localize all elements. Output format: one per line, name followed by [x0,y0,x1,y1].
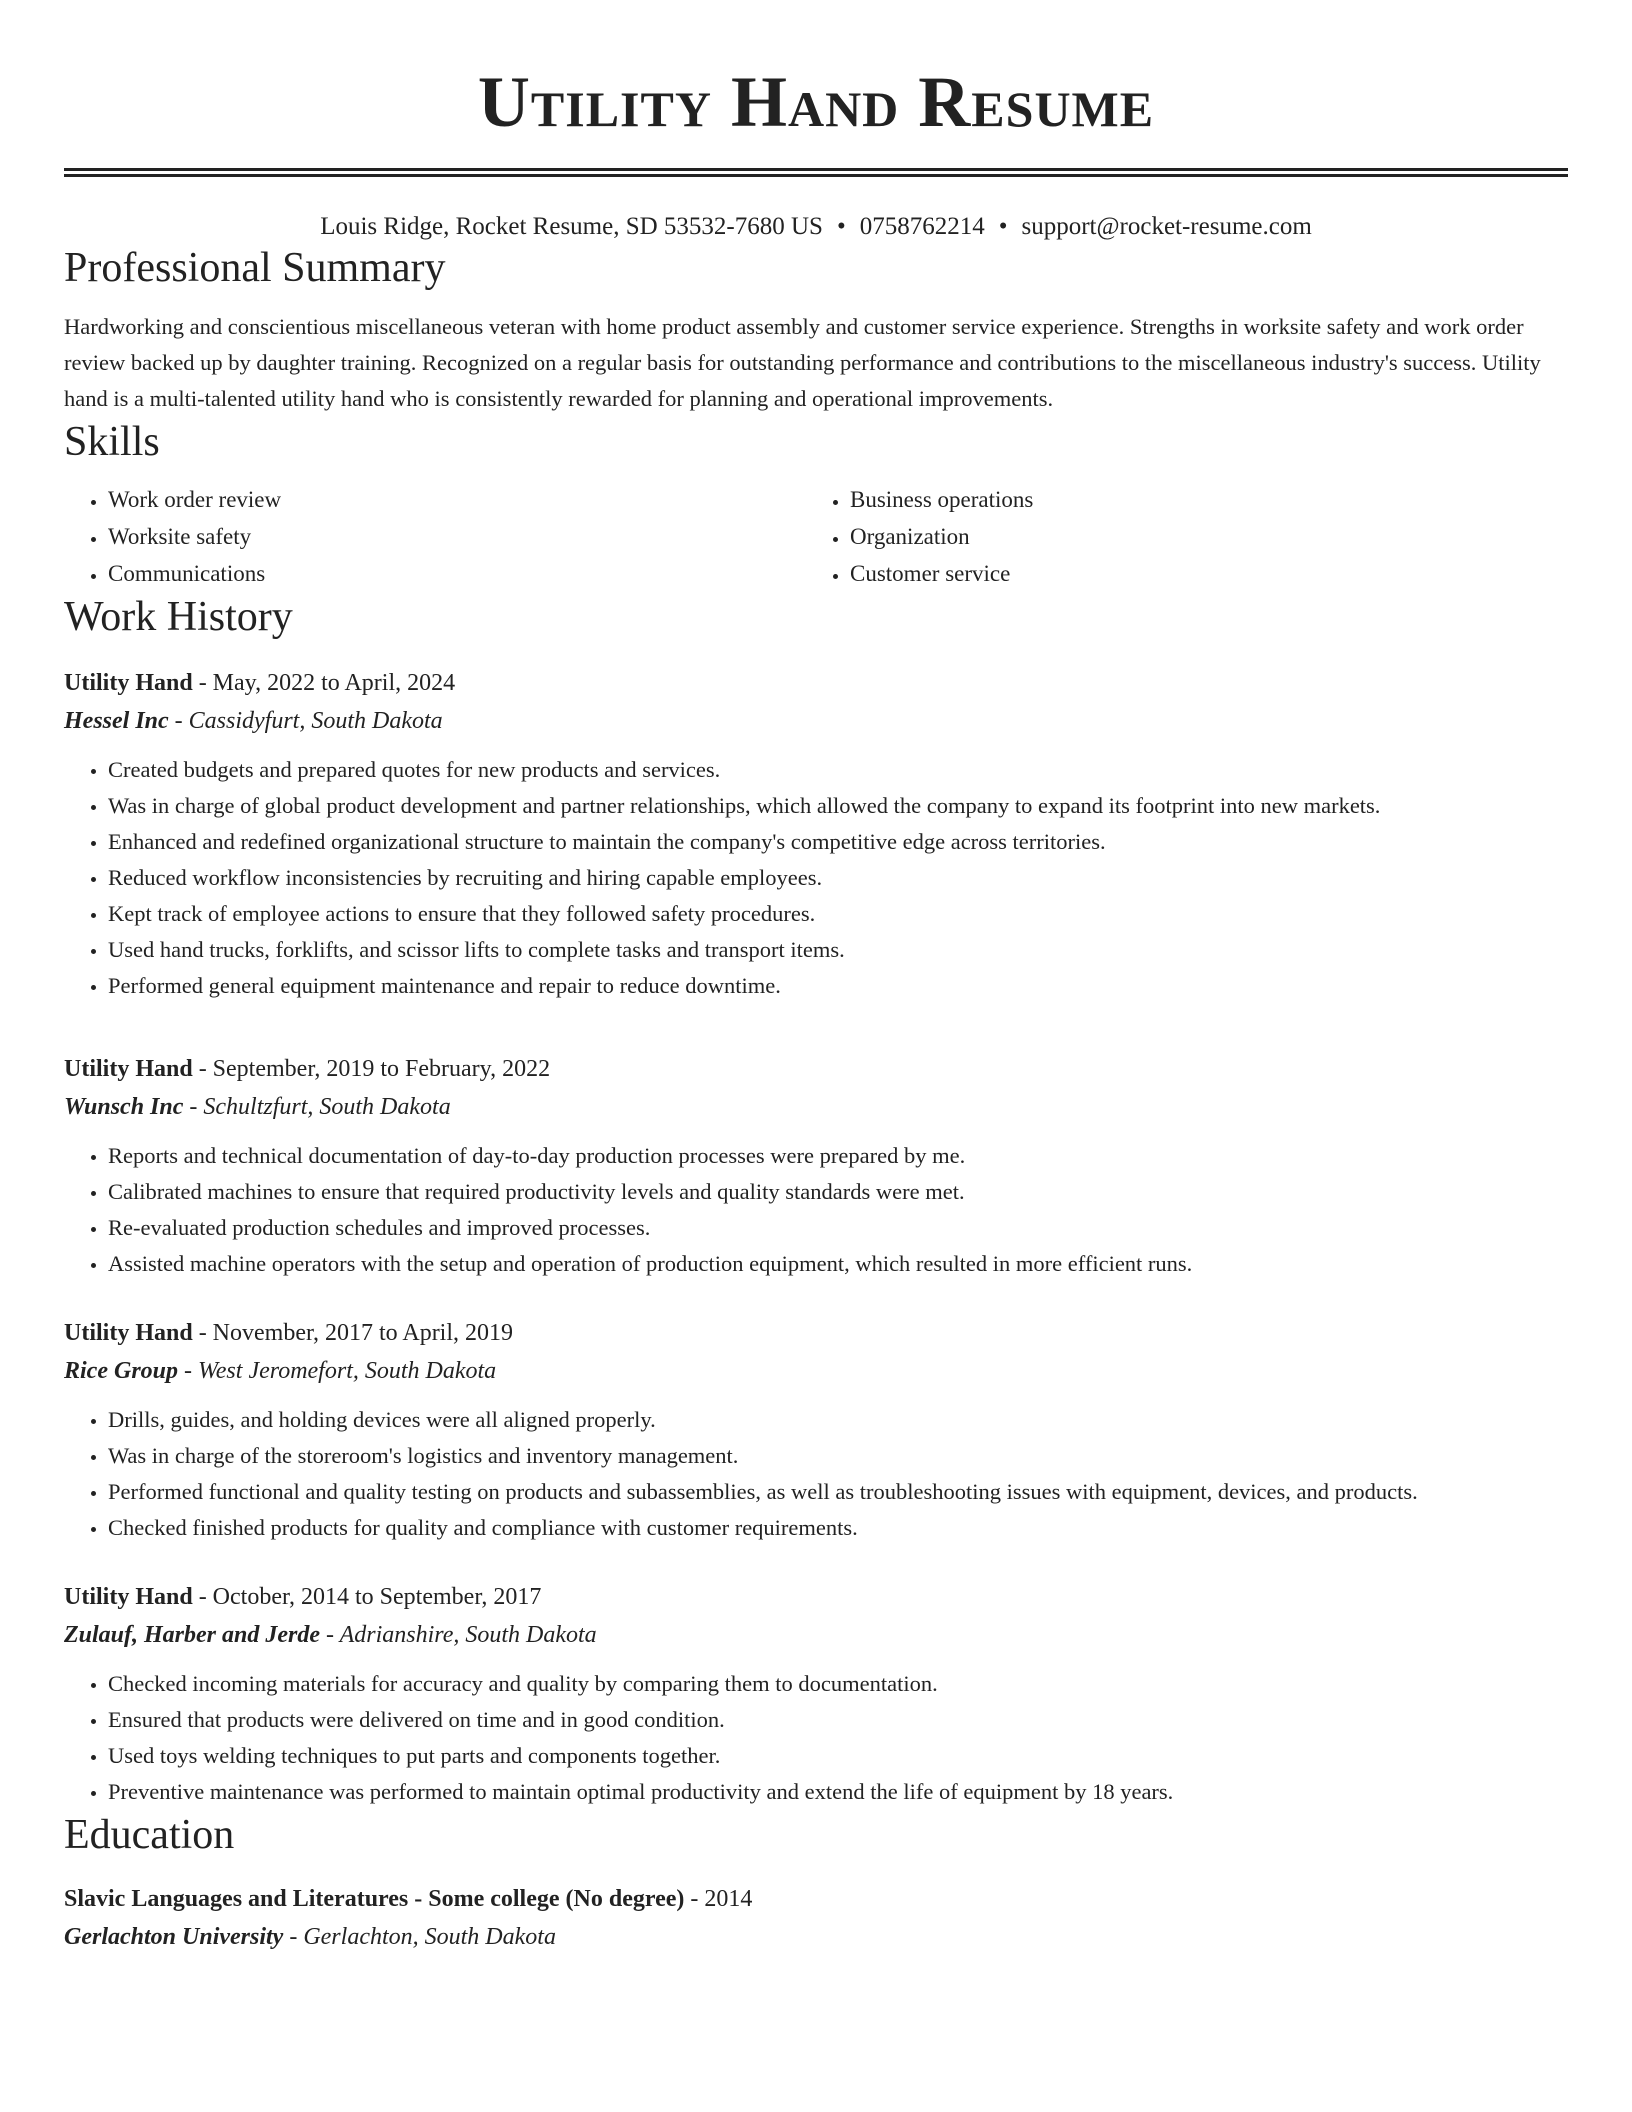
list-item: • Ensured that products were delivered on time and in good condition. [108,1702,1568,1738]
company-name: Rice Group [64,1358,178,1384]
company-location: - Adrianshire, South Dakota [320,1622,597,1648]
job-dates: - November, 2017 to April, 2019 [192,1320,514,1346]
job-entry [64,1050,1568,1282]
contact-line [64,211,1568,243]
job-title: Utility Hand [64,1320,193,1346]
summary-heading: Professional Summary [64,245,446,291]
company-line [64,702,1568,740]
title-divider [64,168,1568,177]
skills-column-right [806,481,1548,592]
company-line [64,1616,1568,1654]
contact-separator: • [836,213,846,240]
job-title-line [64,1314,1568,1352]
job-title: Utility Hand [64,1056,193,1082]
school-name: Gerlachton University [64,1924,284,1950]
school-line [64,1918,1568,1956]
skills-column-left [64,481,806,592]
list-item: • Preventive maintenance was performed to maintain optimal productivity and extend the life of equipment by 18 years. [108,1774,1568,1810]
education-entry [64,1880,1568,1956]
list-item: • Checked incoming materials for accuracy and quality by comparing them to documentation. [108,1666,1568,1702]
job-bullets [64,752,1568,1004]
job-dates: - May, 2022 to April, 2024 [192,670,456,696]
degree-name: Slavic Languages and Literatures - Some college (No degree) [64,1886,685,1912]
skill-item: • Customer service [850,555,1548,592]
job-title: Utility Hand [64,1584,193,1610]
list-item: • Used hand trucks, forklifts, and scissor lifts to complete tasks and transport items. [108,932,1568,968]
job-entry [64,1578,1568,1810]
job-title-line [64,1578,1568,1616]
contact-phone[interactable]: 0758762214 [859,213,985,240]
job-title: Utility Hand [64,670,193,696]
list-item: • Created budgets and prepared quotes for new products and services. [108,752,1568,788]
list-item: • Was in charge of global product development and partner relationships, which allowed the company to expand its footprint into new markets. [108,788,1568,824]
skill-item: • Work order review [108,481,806,518]
list-item: • Reduced workflow inconsistencies by recruiting and hiring capable employees. [108,860,1568,896]
company-name: Hessel Inc [64,708,169,734]
job-title-line [64,664,1568,702]
list-item: • Was in charge of the storeroom's logistics and inventory management. [108,1438,1568,1474]
list-item: • Performed general equipment maintenance and repair to reduce downtime. [108,968,1568,1004]
skill-item: • Worksite safety [108,518,806,555]
company-location: - Cassidyfurt, South Dakota [168,708,443,734]
skill-item: • Business operations [850,481,1548,518]
skill-item: • Organization [850,518,1548,555]
job-bullets [64,1402,1568,1546]
education-heading: Education [64,1812,235,1858]
work-history-heading: Work History [64,594,293,640]
company-location: - West Jeromefort, South Dakota [178,1358,497,1384]
job-dates: - September, 2019 to February, 2022 [192,1056,551,1082]
skill-item: • Communications [108,555,806,592]
summary-text: Hardworking and conscientious miscellaneous veteran with home product assembly and customer service experience. Strengths in worksite safety and work order review backed up by daughter training. Recognized on a regular basis for outstanding performance and contributions to the miscellaneous industry's success. Utility hand is a multi-talented utility hand who is consistently rewarded for planning and operational improvements. [64,314,1541,411]
job-bullets [64,1138,1568,1282]
list-item: • Kept track of employee actions to ensure that they followed safety procedures. [108,896,1568,932]
list-item: • Reports and technical documentation of day-to-day production processes were prepared by me. [108,1138,1568,1174]
company-line [64,1352,1568,1390]
contact-email[interactable]: support@rocket-resume.com [1021,213,1312,240]
company-location: - Schultzfurt, South Dakota [183,1094,451,1120]
job-title-line [64,1050,1568,1088]
job-dates: - October, 2014 to September, 2017 [192,1584,542,1610]
company-name: Wunsch Inc [64,1094,184,1120]
skills-heading: Skills [64,419,160,465]
list-item: • Assisted machine operators with the setup and operation of production equipment, which resulted in more efficient runs. [108,1246,1568,1282]
job-entry [64,664,1568,1004]
list-item: • Used toys welding techniques to put parts and components together. [108,1738,1568,1774]
contact-separator: • [998,213,1008,240]
school-location: - Gerlachton, South Dakota [283,1924,556,1950]
list-item: • Re-evaluated production schedules and improved processes. [108,1210,1568,1246]
skills-list [64,481,1568,592]
degree-line [64,1880,1568,1918]
list-item: • Calibrated machines to ensure that required productivity levels and quality standards were met. [108,1174,1568,1210]
company-line [64,1088,1568,1126]
list-item: • Checked finished products for quality and compliance with customer requirements. [108,1510,1568,1546]
list-item: • Performed functional and quality testing on products and subassemblies, as well as troubleshooting issues with equipment, devices, and products. [108,1474,1568,1510]
degree-year: - 2014 [684,1886,753,1912]
job-bullets [64,1666,1568,1810]
page-title: Utility Hand Resume [477,62,1155,142]
job-entry [64,1314,1568,1546]
contact-address: Louis Ridge, Rocket Resume, SD 53532-7680 US [320,213,823,240]
list-item: • Enhanced and redefined organizational structure to maintain the company's competitive edge across territories. [108,824,1568,860]
company-name: Zulauf, Harber and Jerde [64,1622,321,1648]
list-item: • Drills, guides, and holding devices were all aligned properly. [108,1402,1568,1438]
